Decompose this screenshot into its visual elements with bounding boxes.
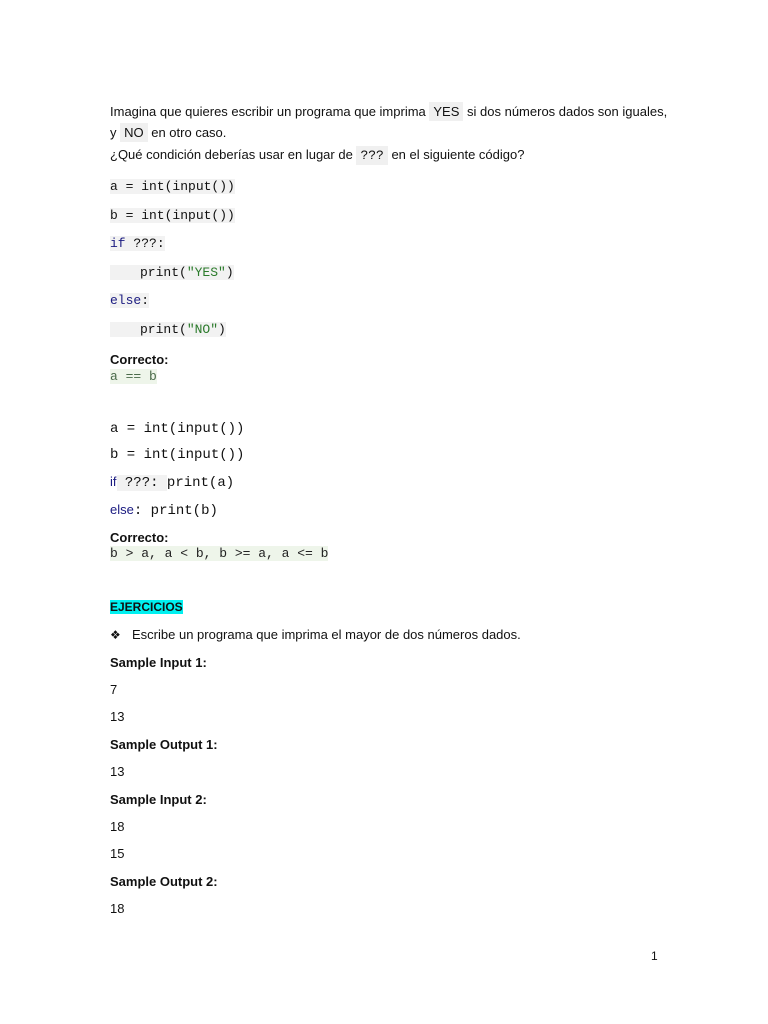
- intro-text: en el siguiente código?: [387, 147, 525, 162]
- intro-line-3: [110, 147, 524, 164]
- code2-if-line: [110, 474, 234, 491]
- sample-output-2-value: 18: [110, 901, 125, 916]
- code1-print-no-line: [110, 322, 226, 338]
- code-text: b > a, a < b, b >= a, a <= b: [110, 546, 329, 561]
- code-text: ???:: [116, 475, 167, 491]
- intro-text: ¿Qué condición deberías usar en lugar de: [110, 147, 357, 162]
- intro-text: y: [110, 125, 121, 140]
- sample-input-1-value-1: 7: [110, 682, 118, 697]
- code-text: a = int(input()): [110, 179, 235, 194]
- sample-output-2-label: Sample Output 2:: [110, 874, 218, 889]
- diamond-bullet-icon: ❖: [110, 628, 121, 642]
- code-keyword-if: if: [110, 474, 117, 489]
- sample-input-1-value-2: 13: [110, 709, 125, 724]
- exercises-heading-text: EJERCICIOS: [110, 600, 183, 614]
- answer1-code: [110, 369, 157, 385]
- code-text: print(: [140, 322, 187, 337]
- code1-print-yes-line: [110, 265, 234, 281]
- intro-text: Imagina que quieres escribir un programa que imprima: [110, 104, 430, 119]
- code-keyword-else: else: [110, 293, 142, 308]
- code-text: ???:: [125, 236, 165, 251]
- code-text: :: [133, 503, 151, 519]
- code-text: print(: [140, 265, 187, 280]
- sample-output-1-label: Sample Output 1:: [110, 737, 218, 752]
- intro-line-2: [110, 125, 226, 141]
- code-text: print(b): [150, 503, 218, 519]
- sample-output-1-value: 13: [110, 764, 125, 779]
- code2-else-line: [110, 502, 218, 519]
- code-text: b = int(input()): [110, 208, 235, 223]
- code-keyword-if: if: [110, 236, 126, 251]
- sample-input-2-value-2: 15: [110, 846, 125, 861]
- inline-code-placeholder: ???: [356, 146, 387, 165]
- code-string: "YES": [186, 265, 226, 280]
- code-text: b = int(input()): [110, 447, 245, 463]
- page-number: 1: [651, 949, 658, 963]
- code1-line-2: [110, 208, 235, 224]
- code1-else-line: [110, 293, 149, 309]
- exercise-item-text: Escribe un programa que imprima el mayor de dos números dados.: [132, 627, 521, 642]
- code1-if-line: [110, 236, 165, 252]
- intro-text: en otro caso.: [147, 125, 227, 140]
- code2-line-1: [110, 421, 244, 437]
- intro-line-1: [110, 104, 667, 120]
- inline-code-yes: YES: [429, 102, 463, 121]
- code-string: "NO": [186, 322, 219, 337]
- inline-code-no: NO: [120, 123, 148, 142]
- code-text: ): [225, 265, 234, 280]
- code-text: ): [218, 322, 226, 337]
- sample-input-1-label: Sample Input 1:: [110, 655, 207, 670]
- code1-line-1: [110, 179, 235, 195]
- code2-line-2: [110, 447, 244, 463]
- sample-input-2-label: Sample Input 2:: [110, 792, 207, 807]
- code-text: a = int(input()): [110, 421, 245, 437]
- answer2-code: [110, 546, 328, 562]
- sample-input-2-value-1: 18: [110, 819, 125, 834]
- exercises-heading: [110, 599, 183, 615]
- answer2-label: Correcto:: [110, 530, 169, 545]
- answer1-label: Correcto:: [110, 352, 169, 367]
- code-text: :: [141, 293, 150, 308]
- exercise-item: [110, 627, 521, 643]
- intro-text: si dos números dados son iguales,: [463, 104, 668, 119]
- code-text: a == b: [110, 369, 157, 384]
- code-keyword-else: else: [110, 502, 134, 517]
- code-text: print(a): [166, 475, 235, 491]
